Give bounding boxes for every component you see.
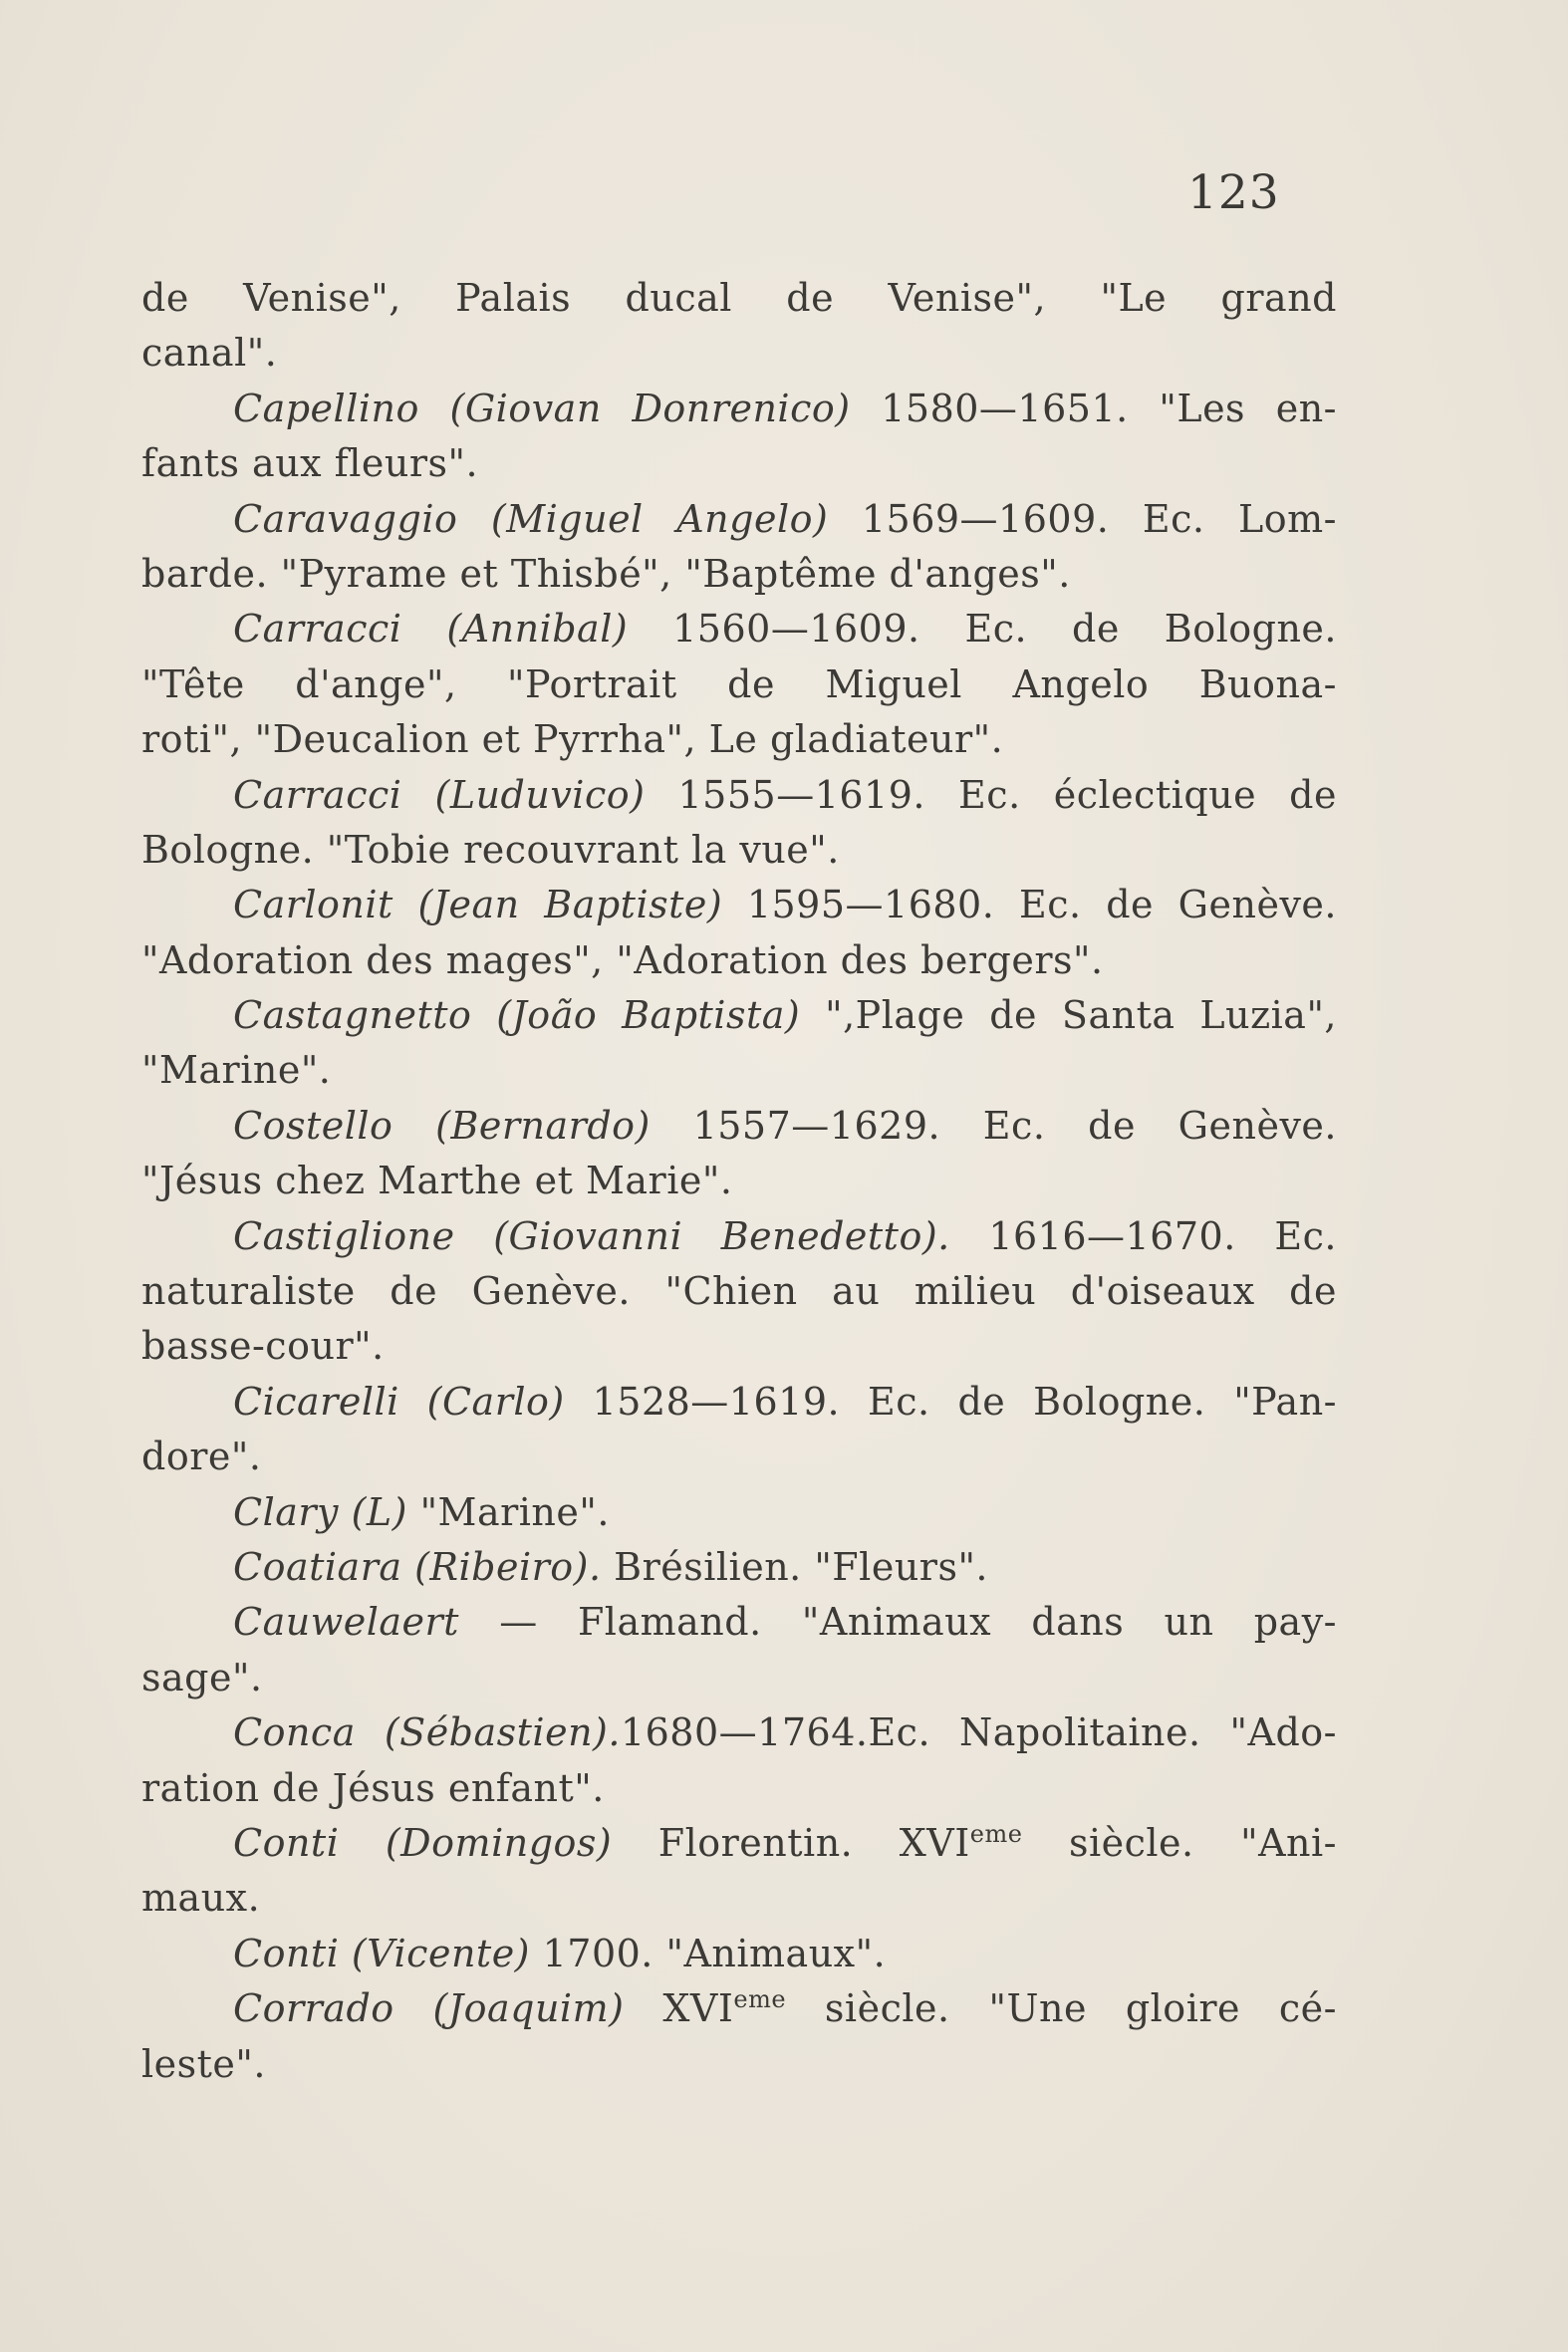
text-line [141,1430,1337,1484]
text-line [141,933,1337,988]
painter-name: Conti (Vicente) [233,1931,531,1975]
text-line [141,878,1337,932]
entry-text: canal". [141,331,278,376]
entry-text: roti", "Deucalion et Pyrrha", Le gladiateur". [141,717,1004,762]
entry-text: leste". [141,2041,266,2086]
text-line [141,1375,1337,1430]
painter-name: Castagnetto (João Baptista) [233,993,801,1038]
text-line [141,436,1337,491]
entry-text: 1528—1619. Ec. de Bologne. "Pan- [564,1379,1338,1424]
painter-name: Corrado (Joaquim) [233,1986,625,2031]
entry-text: 1595—1680. Ec. de Genève. [722,883,1337,927]
painter-name: Cicarelli (Carlo) [233,1379,565,1424]
text-line [141,1264,1337,1319]
text-line [141,326,1337,381]
text-line [141,712,1337,767]
text-line [141,271,1337,326]
entry-text: "Tête d'ange", "Portrait de Miguel Angelo Buona- [141,661,1337,706]
entry-text: basse-cour". [141,1324,385,1369]
text-line [141,547,1337,602]
painter-name: Clary (L) [233,1489,407,1534]
painter-name: Cauwelaert [233,1600,459,1645]
text-line [141,1540,1337,1595]
entry-text: Brésilien. "Fleurs". [601,1544,989,1589]
entry-text: barde. "Pyrame et Thisbé", "Baptême d'anges". [141,551,1071,596]
entry-text: sage". [141,1655,263,1699]
entry-text: 1560—1609. Ec. de Bologne. [628,607,1337,652]
entry-text: "Jésus chez Marthe et Marie". [141,1159,733,1203]
text-line [141,1485,1337,1540]
entry-text: Florentin. XVI [612,1820,970,1865]
entry-text: de Venise", Palais ducal de Venise", "Le grand [141,276,1337,320]
entry-text: XVI [624,1986,734,2031]
text-line [141,1209,1337,1264]
entry-text: 1580—1651. "Les en- [850,386,1338,430]
entry-text: 1616—1670. Ec. [949,1213,1337,1258]
entry-text: 1555—1619. Ec. éclectique de [645,772,1337,817]
painter-name: Caravaggio (Miguel Angelo) [233,496,829,541]
superscript: eme [733,1985,787,2014]
painter-name: Costello (Bernardo) [233,1103,651,1148]
entry-text: dore". [141,1435,262,1479]
painter-name: Coatiara (Ribeiro). [233,1544,602,1589]
text-line [141,1871,1337,1926]
text-line [141,382,1337,436]
text-line [141,1816,1337,1871]
text-line [141,1319,1337,1374]
painter-name: Castiglione (Giovanni Benedetto). [233,1213,950,1258]
text-line [141,988,1337,1043]
text-line [141,1099,1337,1154]
text-line [141,1651,1337,1705]
painter-name: Conca (Sébastien). [233,1710,621,1755]
text-line [141,1761,1337,1816]
text-line [141,1927,1337,1981]
entry-text: Bologne. "Tobie recouvrant la vue". [141,827,840,872]
entry-text: siècle. "Une gloire cé- [786,1986,1338,2031]
text-line [141,1595,1337,1650]
text-line [141,768,1337,823]
entry-text: "Adoration des mages", "Adoration des bergers". [141,937,1104,982]
text-line [141,823,1337,878]
text-line [141,1154,1337,1208]
entry-text: maux. [141,1876,261,1921]
painter-name: Carlonit (Jean Baptiste) [233,883,723,927]
entry-text: fants aux fleurs". [141,441,479,486]
text-line [141,1981,1337,2036]
entry-text: 1700. "Animaux". [530,1931,887,1975]
entry-text: "Marine". [141,1048,332,1093]
text-line [141,602,1337,656]
page-number: 123 [1187,165,1280,220]
entry-text: "Marine". [406,1489,610,1534]
painter-name: Capellino (Giovan Donrenico) [233,386,851,430]
superscript: eme [969,1819,1023,1848]
catalog-text [141,271,1337,2092]
entry-text: siècle. "Ani- [1022,1820,1337,1865]
painter-name: Carracci (Annibal) [233,607,629,652]
entry-text: naturaliste de Genève. "Chien au milieu d'oiseaux de [141,1269,1337,1314]
entry-text: — Flamand. "Animaux dans un pay- [458,1600,1337,1645]
text-line [141,1705,1337,1760]
text-line [141,492,1337,547]
text-line [141,1043,1337,1098]
entry-text: ",Plage de Santa Luzia", [800,993,1338,1038]
text-line [141,2037,1337,2092]
text-line [141,657,1337,712]
entry-text: ration de Jésus enfant". [141,1765,605,1810]
entry-text: 1569—1609. Ec. Lom- [828,496,1337,541]
entry-text: 1557—1629. Ec. de Genève. [650,1103,1337,1148]
painter-name: Carracci (Luduvico) [233,772,646,817]
entry-text: 1680—1764.Ec. Napolitaine. "Ado- [620,1710,1337,1755]
painter-name: Conti (Domingos) [233,1820,613,1865]
